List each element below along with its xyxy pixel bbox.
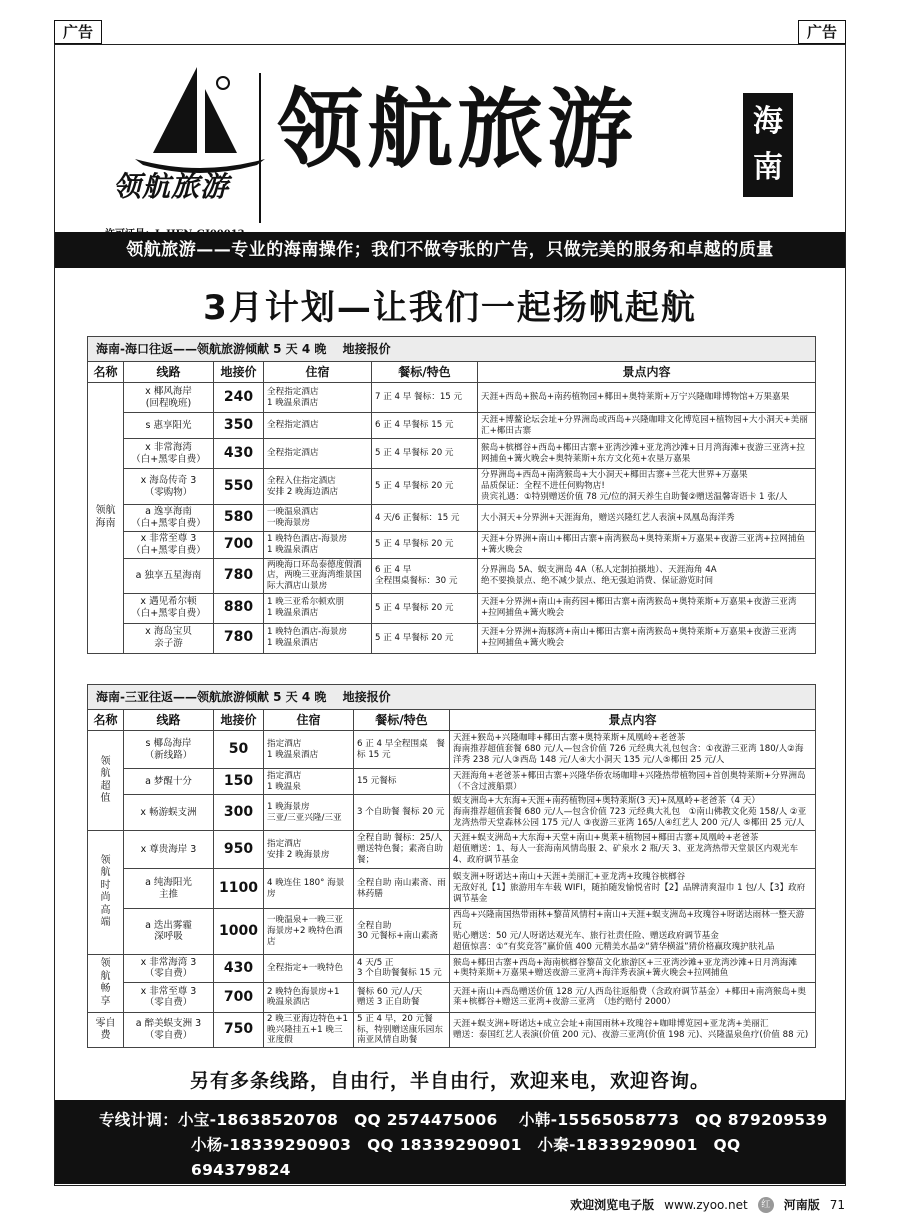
table-row [88, 383, 816, 413]
route-stay: 2 晚三亚海边特色+1 晚兴隆挂五+1 晚三亚度假 [264, 1012, 354, 1047]
table-caption: 海南-三亚往返——领航旅游倾献 5 天 4 晚 地接报价 [88, 685, 816, 710]
table-row [88, 831, 816, 869]
route-meal: 5 正 4 早餐标 20 元 [372, 593, 478, 623]
route-sights: 天涯+西岛+猴岛+南药植物园+椰田+奥特莱斯+万宁兴隆咖啡博物馆+万果嘉果 [478, 383, 816, 413]
table-row [88, 1012, 816, 1047]
route-price: 700 [214, 982, 264, 1012]
route-stay: 两晚海口环岛泰德度假酒店，两晚三亚海湾维景国际大酒店山景房 [264, 558, 372, 593]
table-row [88, 795, 816, 831]
col-stay: 住宿 [264, 362, 372, 383]
col-meal: 餐标/特色 [354, 710, 450, 731]
ad-label-right: 广告 [798, 20, 846, 44]
route-name: a 逸享海南 （白+黑零自费） [124, 505, 214, 532]
sailboat-icon [125, 65, 275, 175]
table-row [88, 593, 816, 623]
route-meal: 5 正 4 早餐标 20 元 [372, 623, 478, 653]
route-name: x 非常海湾 （白+黑零自费） [124, 439, 214, 469]
page-number: 71 [829, 1197, 845, 1212]
edition-badge-icon: 红 [758, 1197, 774, 1213]
route-stay: 1 晚特色酒店-海景房 1 晚温泉酒店 [264, 623, 372, 653]
contact-bar [55, 1100, 845, 1204]
route-price: 350 [214, 413, 264, 439]
route-name: x 非常至尊 3 （白+黑零自费） [124, 531, 214, 558]
route-sights: 天涯+猴岛+兴隆咖啡+椰田古寨+奥特莱斯+凤凰岭+老爸茶 海南推荐超值套餐 680 元/人—包含价值 726 元经典大礼包包含：①夜游三亚湾 180/人②海洋秀 238 元/人③西岛 148 元/人④大小洞天 135 元/人⑤椰田 25 元/人 [450, 731, 816, 769]
route-meal: 6 正 4 早全程围桌 餐标 15 元 [354, 731, 450, 769]
table-row [88, 469, 816, 505]
route-meal: 5 正 4 早餐标 20 元 [372, 531, 478, 558]
route-sights: 西岛+兴隆南国热带雨林+黎苗风情村+南山+天涯+蜈支洲岛+玫瑰谷+呀诺达雨林一整天游玩 贴心赠送：50 元/人呀诺达观光车、旅行社责任险、赠送政府调节基金 超值惊喜：①“有奖竞答”赢价值 400 元精美水晶②“猜华横溢”猜价格赢玫瑰护肤礼品 [450, 909, 816, 955]
route-price: 750 [214, 1012, 264, 1047]
table-row [88, 623, 816, 653]
ad-label-left: 广告 [54, 20, 102, 44]
route-stay: 全程指定酒店 [264, 439, 372, 469]
region-char: 南 [753, 150, 783, 185]
route-stay: 1 晚特色酒店-海景房 1 晚温泉酒店 [264, 531, 372, 558]
route-meal: 3 个自助餐 餐标 20 元 [354, 795, 450, 831]
contact-row: 小杨-18339290903 QQ 18339290901 小秦-18339290901 QQ 694379824 [191, 1136, 741, 1179]
route-sights: 猴岛+椰田古寨+西岛+海南槟榔谷黎苗文化旅游区+三亚湾沙滩+亚龙湾沙滩+日月湾海滩+奥特莱斯+万嘉果+赠送夜游三亚湾+海洋秀表演+篝火晚会+拉网捕鱼 [450, 954, 816, 982]
route-category: 零自费 [88, 1012, 124, 1047]
sanya-route-table [87, 684, 816, 1048]
route-price: 700 [214, 531, 264, 558]
col-name: 名称 [88, 710, 124, 731]
footer-browse: 欢迎浏览电子版 [570, 1198, 655, 1212]
route-name: s 惠享阳光 [124, 413, 214, 439]
footer [570, 1196, 845, 1213]
col-name: 名称 [88, 362, 124, 383]
col-sights: 景点内容 [450, 710, 816, 731]
table-row [88, 954, 816, 982]
col-price: 地接价 [214, 710, 264, 731]
route-sights: 分界洲岛+西岛+南湾猴岛+大小洞天+椰田古寨+兰花大世界+万嘉果 品质保证：全程不进任何购物店! 贵宾礼遇：①特别赠送价值 78 元/位的洞天养生自助餐②赠送温馨寄语卡 1 张/人 [478, 469, 816, 505]
contact-row: 专线计调：小宝-18638520708 QQ 2574475006 小韩-15565058773 QQ 879209539 [99, 1111, 828, 1129]
table-caption: 海南-海口往返——领航旅游倾献 5 天 4 晚 地接报价 [88, 337, 816, 362]
route-price: 240 [214, 383, 264, 413]
route-name: x 椰风海岸 (回程晚班) [124, 383, 214, 413]
table-row [88, 558, 816, 593]
route-name: a 醉美蜈支洲 3 （零自费） [124, 1012, 214, 1047]
route-sights: 天涯海角+老爸茶+椰田古寨+兴隆华侨农场咖啡+兴隆热带植物园+首创奥特莱斯+分界洲岛（不含过渡船票） [450, 769, 816, 795]
route-sights: 大小洞天+分界洲+天涯海角，赠送兴隆红艺人表演+凤凰岛海洋秀 [478, 505, 816, 532]
route-category: 领航 海南 [88, 383, 124, 654]
route-meal: 4 天/5 正 3 个自助餐餐标 15 元 [354, 954, 450, 982]
route-price: 1100 [214, 869, 264, 909]
route-meal: 4 天/6 正餐标：15 元 [372, 505, 478, 532]
route-name: x 畅游蜈支洲 [124, 795, 214, 831]
route-stay: 全程指定酒店 [264, 413, 372, 439]
slogan-bar: 领航旅游——专业的海南操作；我们不做夸张的广告，只做完美的服务和卓越的质量 [55, 232, 845, 268]
brand-title: 领航旅游 [277, 80, 637, 180]
route-sights: 天涯+博鳌论坛会址+分界洲岛或西岛+兴隆咖啡文化博览园+植物园+大小洞天+美丽汇+椰田古寨 [478, 413, 816, 439]
col-sights: 景点内容 [478, 362, 816, 383]
route-stay: 指定酒店 安排 2 晚海景房 [264, 831, 354, 869]
route-sights: 天涯+分界洲+海豚湾+南山+椰田古寨+南湾猴岛+奥特莱斯+万嘉果+夜游三亚湾+拉网捕鱼+篝火晚会 [478, 623, 816, 653]
route-meal: 餐标 60 元/人/天 赠送 3 正自助餐 [354, 982, 450, 1012]
route-price: 1000 [214, 909, 264, 955]
route-name: x 尊贵海岸 3 [124, 831, 214, 869]
route-sights: 分界洲岛 5A、蜈支洲岛 4A（私人定制拍摄地）、天涯海角 4A 绝不要换景点、绝不减少景点、绝无强迫消费、保证游览时间 [478, 558, 816, 593]
logo-text: 领航旅游 [113, 170, 230, 203]
route-price: 50 [214, 731, 264, 769]
route-sights: 天涯+蜈支洲岛+大东海+天堂+南山+奥莱+植物园+椰田古寨+凤凰岭+老爸茶 超值赠送：1、每人一套海南风情岛服 2、矿泉水 2 瓶/天 3、亚龙湾热带天堂景区内观光车 4、政府调节基金 [450, 831, 816, 869]
contact-row: QQ群：232772021 传真： 0371-63868786 [99, 1186, 490, 1204]
route-price: 550 [214, 469, 264, 505]
table-row [88, 505, 816, 532]
route-meal: 全程自助 南山素斋、雨林药膳 [354, 869, 450, 909]
route-sights: 蜈支洲+呀诺达+南山+天涯+美丽汇+亚龙湾+玫瑰谷槟榔谷 无敌好礼【1】旅游用车车载 WIFI，随拍随发愉悦省时【2】品牌清爽湿巾 1 包/人【3】政府调节基金 [450, 869, 816, 909]
col-meal: 餐标/特色 [372, 362, 478, 383]
route-stay: 1 晚海景房 三亚/三亚兴隆/三亚 [264, 795, 354, 831]
route-sights: 天涯+分界洲+南山+南药园+椰田古寨+南湾猴岛+奥特莱斯+万嘉果+夜游三亚湾+拉网捕鱼+篝火晚会 [478, 593, 816, 623]
logo [105, 65, 295, 225]
route-name: x 海岛传奇 3 （零购物） [124, 469, 214, 505]
table-row [88, 769, 816, 795]
route-meal: 6 正 4 早餐标 15 元 [372, 413, 478, 439]
route-name: x 海岛宝贝 亲子游 [124, 623, 214, 653]
table-row [88, 909, 816, 955]
table-row [88, 731, 816, 769]
route-category: 领 航 畅 享 [88, 954, 124, 1012]
col-route: 线路 [124, 710, 214, 731]
header-divider [259, 73, 261, 223]
table-row [88, 439, 816, 469]
route-meal: 5 正 4 早餐标 20 元 [372, 439, 478, 469]
route-sights: 天涯+分界洲+南山+椰田古寨+南湾猴岛+奥特莱斯+万嘉果+夜游三亚湾+拉网捕鱼+篝火晚会 [478, 531, 816, 558]
route-stay: 指定酒店 1 晚温泉酒店 [264, 731, 354, 769]
route-sights: 蜈支洲岛+大东海+天涯+南药植物园+奥特莱斯(3 天)+凤凰岭+老爸茶（4 天） 海南推荐超值套餐 680 元/人—包含价值 723 元经典大礼包 ①南山佛教文化苑 158/人 ②亚龙湾热带天堂森林公园 175 元/人 ③夜游三亚湾 165/人④红艺人 200 元/人 ⑤椰田 25 元/人 [450, 795, 816, 831]
col-stay: 住宿 [264, 710, 354, 731]
route-meal: 6 正 4 早 全程围桌餐标：30 元 [372, 558, 478, 593]
route-stay: 全程指定+一晚特色 [264, 954, 354, 982]
region-badge [743, 93, 793, 197]
table-header [88, 362, 816, 383]
route-price: 300 [214, 795, 264, 831]
table-row [88, 982, 816, 1012]
route-name: x 非常海湾 3 （零自费） [124, 954, 214, 982]
route-meal: 全程自助 餐标：25/人 赠送特色餐；素斋自助餐； [354, 831, 450, 869]
route-price: 430 [214, 439, 264, 469]
haikou-route-table [87, 336, 816, 654]
route-category: 领 航 超 值 [88, 731, 124, 831]
route-stay: 指定酒店 1 晚温泉 [264, 769, 354, 795]
route-name: a 独享五星海南 [124, 558, 214, 593]
route-name: x 非常至尊 3 （零自费） [124, 982, 214, 1012]
route-stay: 一晚温泉+一晚三亚海景房+2 晚特色酒店 [264, 909, 354, 955]
route-meal: 7 正 4 早 餐标：15 元 [372, 383, 478, 413]
route-stay: 1 晚三亚希尔顿欢朋 1 晚温泉酒店 [264, 593, 372, 623]
route-meal: 15 元餐标 [354, 769, 450, 795]
route-stay: 一晚温泉酒店 一晚海景房 [264, 505, 372, 532]
route-price: 580 [214, 505, 264, 532]
route-meal: 5 正 4 早餐标 20 元 [372, 469, 478, 505]
route-sights: 天涯+南山+西岛赠送价值 128 元/人西岛往返船费（含政府调节基金）+椰田+南湾猴岛+奥莱+槟榔谷+赠送三亚湾+夜游三亚湾 （违约赔付 2000） [450, 982, 816, 1012]
route-stay: 4 晚连住 180° 海景房 [264, 869, 354, 909]
route-price: 780 [214, 623, 264, 653]
route-sights: 猴岛+槟榔谷+西岛+椰田古寨+亚湾沙滩+亚龙湾沙滩+日月湾海滩+夜游三亚湾+拉网捕鱼+篝火晚会+奥特莱斯+东方文化苑+农垦万嘉果 [478, 439, 816, 469]
route-price: 880 [214, 593, 264, 623]
route-stay: 全程指定酒店 1 晚温泉酒店 [264, 383, 372, 413]
route-price: 780 [214, 558, 264, 593]
table-row [88, 531, 816, 558]
col-route: 线路 [124, 362, 214, 383]
table-row [88, 869, 816, 909]
route-stay: 全程入住指定酒店 安排 2 晚海边酒店 [264, 469, 372, 505]
region-char: 海 [753, 104, 783, 139]
route-price: 950 [214, 831, 264, 869]
route-stay: 2 晚特色海景房+1 晚温泉酒店 [264, 982, 354, 1012]
route-meal: 5 正 4 早，20 元餐标，特别赠送康乐园东南亚风情自助餐 [354, 1012, 450, 1047]
route-price: 430 [214, 954, 264, 982]
more-routes-line: 另有多条线路，自由行，半自由行，欢迎来电，欢迎咨询。 [189, 1070, 710, 1092]
route-name: x 遇见希尔顿 （白+黑零自费） [124, 593, 214, 623]
table-row [88, 413, 816, 439]
route-name: a 纯海阳光 主推 [124, 869, 214, 909]
route-name: s 椰岛海岸 （新线路） [124, 731, 214, 769]
route-name: a 迭出雾霾 深呼吸 [124, 909, 214, 955]
route-meal: 全程自助 30 元餐标+南山素斋 [354, 909, 450, 955]
header [55, 45, 845, 231]
col-price: 地接价 [214, 362, 264, 383]
footer-site-link[interactable]: www.zyoo.net [664, 1197, 748, 1212]
route-name: a 梦醒十分 [124, 769, 214, 795]
route-category: 领 航 时 尚 高 端 [88, 831, 124, 955]
route-sights: 天涯+蜈支洲+呀诺达+成立会址+南国雨林+玫瑰谷+咖啡博览园+亚龙湾+美丽汇 赠送：泰国红艺人表演(价值 200 元)、夜游三亚湾(价值 198 元)、兴隆温泉鱼疗(价值 88 元) [450, 1012, 816, 1047]
plan-title: 3月计划—让我们一起扬帆起航 [203, 288, 697, 328]
route-price: 150 [214, 769, 264, 795]
table-header [88, 710, 816, 731]
footer-edition: 河南版 [783, 1198, 820, 1212]
